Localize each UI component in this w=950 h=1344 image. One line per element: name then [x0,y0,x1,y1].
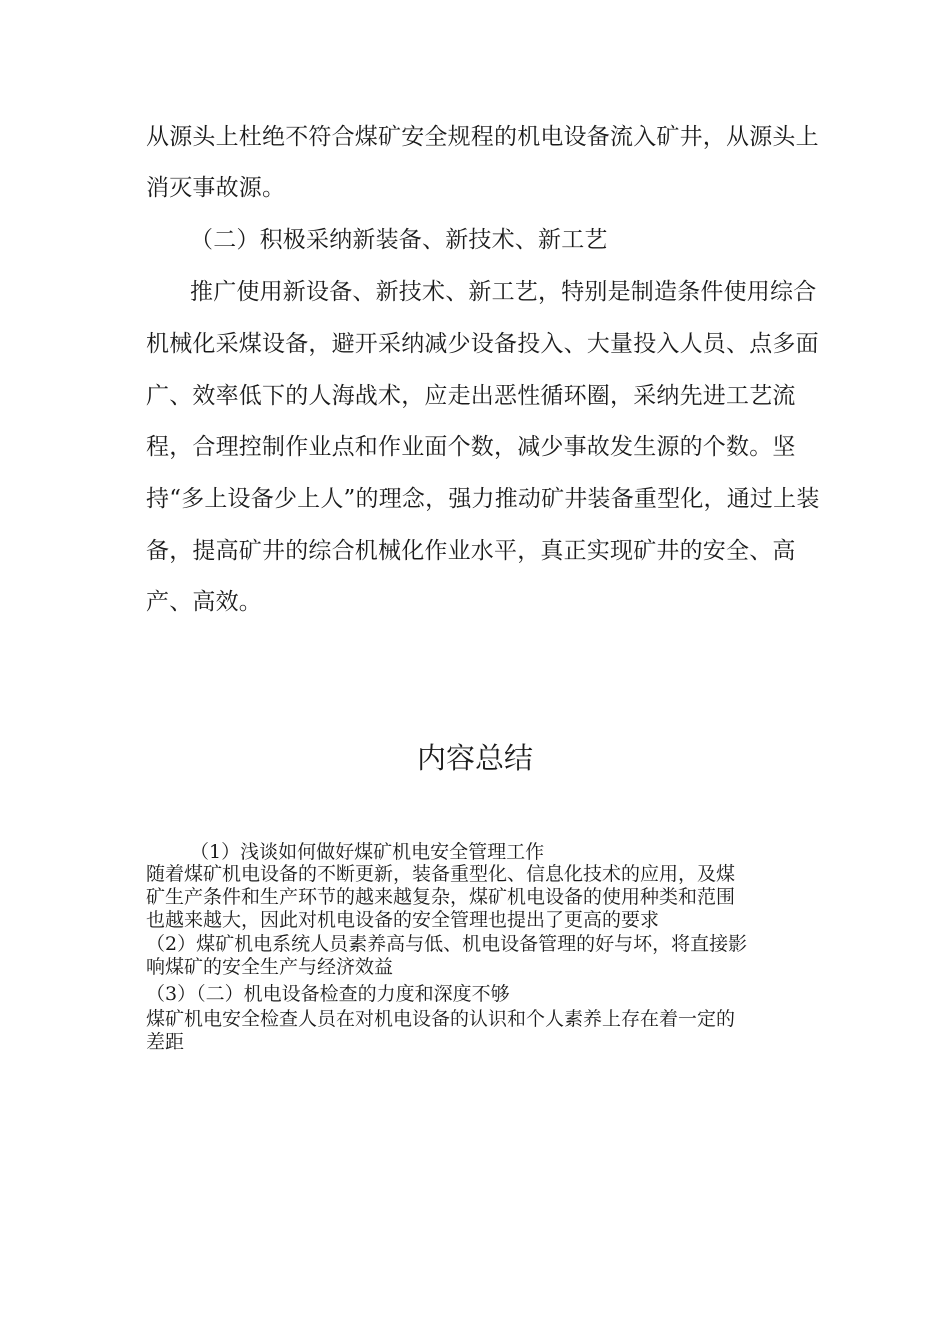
summary-line-9: 差距 [146,1031,185,1053]
summary-line-5: （2）煤矿机电系统人员素养高与低、机电设备管理的好与坏，将直接影 [146,933,748,955]
summary-line-6: 响煤矿的安全生产与经济效益 [146,956,394,978]
summary-line-2: 随着煤矿机电设备的不断更新，装备重型化、信息化技术的应用，及煤 [146,863,736,885]
summary-line-3: 矿生产条件和生产环节的越来越复杂，煤矿机电设备的使用种类和范围 [146,886,736,908]
body-line-9: 备，提高矿井的综合机械化作业水平，真正实现矿井的安全、高 [146,538,796,564]
body-line-4: 推广使用新设备、新技术、新工艺，特别是制造条件使用综合 [190,279,817,305]
body-line-7: 程，合理控制作业点和作业面个数，减少事故发生源的个数。坚 [146,434,796,460]
summary-line-8: 煤矿机电安全检查人员在对机电设备的认识和个人素养上存在着一定的 [146,1008,736,1030]
section-heading: （二）积极采纳新装备、新技术、新工艺 [190,227,608,253]
summary-line-4: 也越来越大，因此对机电设备的安全管理也提出了更高的要求 [146,909,660,931]
body-line-2: 消灭事故源。 [146,175,286,201]
body-line-10: 产、高效。 [146,589,262,615]
body-line-8: 持“多上设备少上人”的理念，强力推动矿井装备重型化，通过上装 [146,486,820,512]
body-line-5: 机械化采煤设备，避开采纳减少设备投入、大量投入人员、点多面 [146,331,819,357]
summary-line-1: （1）浅谈如何做好煤矿机电安全管理工作 [190,841,545,863]
summary-line-7: （3）（二）机电设备检查的力度和深度不够 [146,983,510,1005]
summary-title: 内容总结 [416,741,533,775]
body-line-1: 从源头上杜绝不符合煤矿安全规程的机电设备流入矿井，从源头上 [146,124,819,150]
body-line-6: 广、效率低下的人海战术，应走出恶性循环圈，采纳先进工艺流 [146,383,796,409]
